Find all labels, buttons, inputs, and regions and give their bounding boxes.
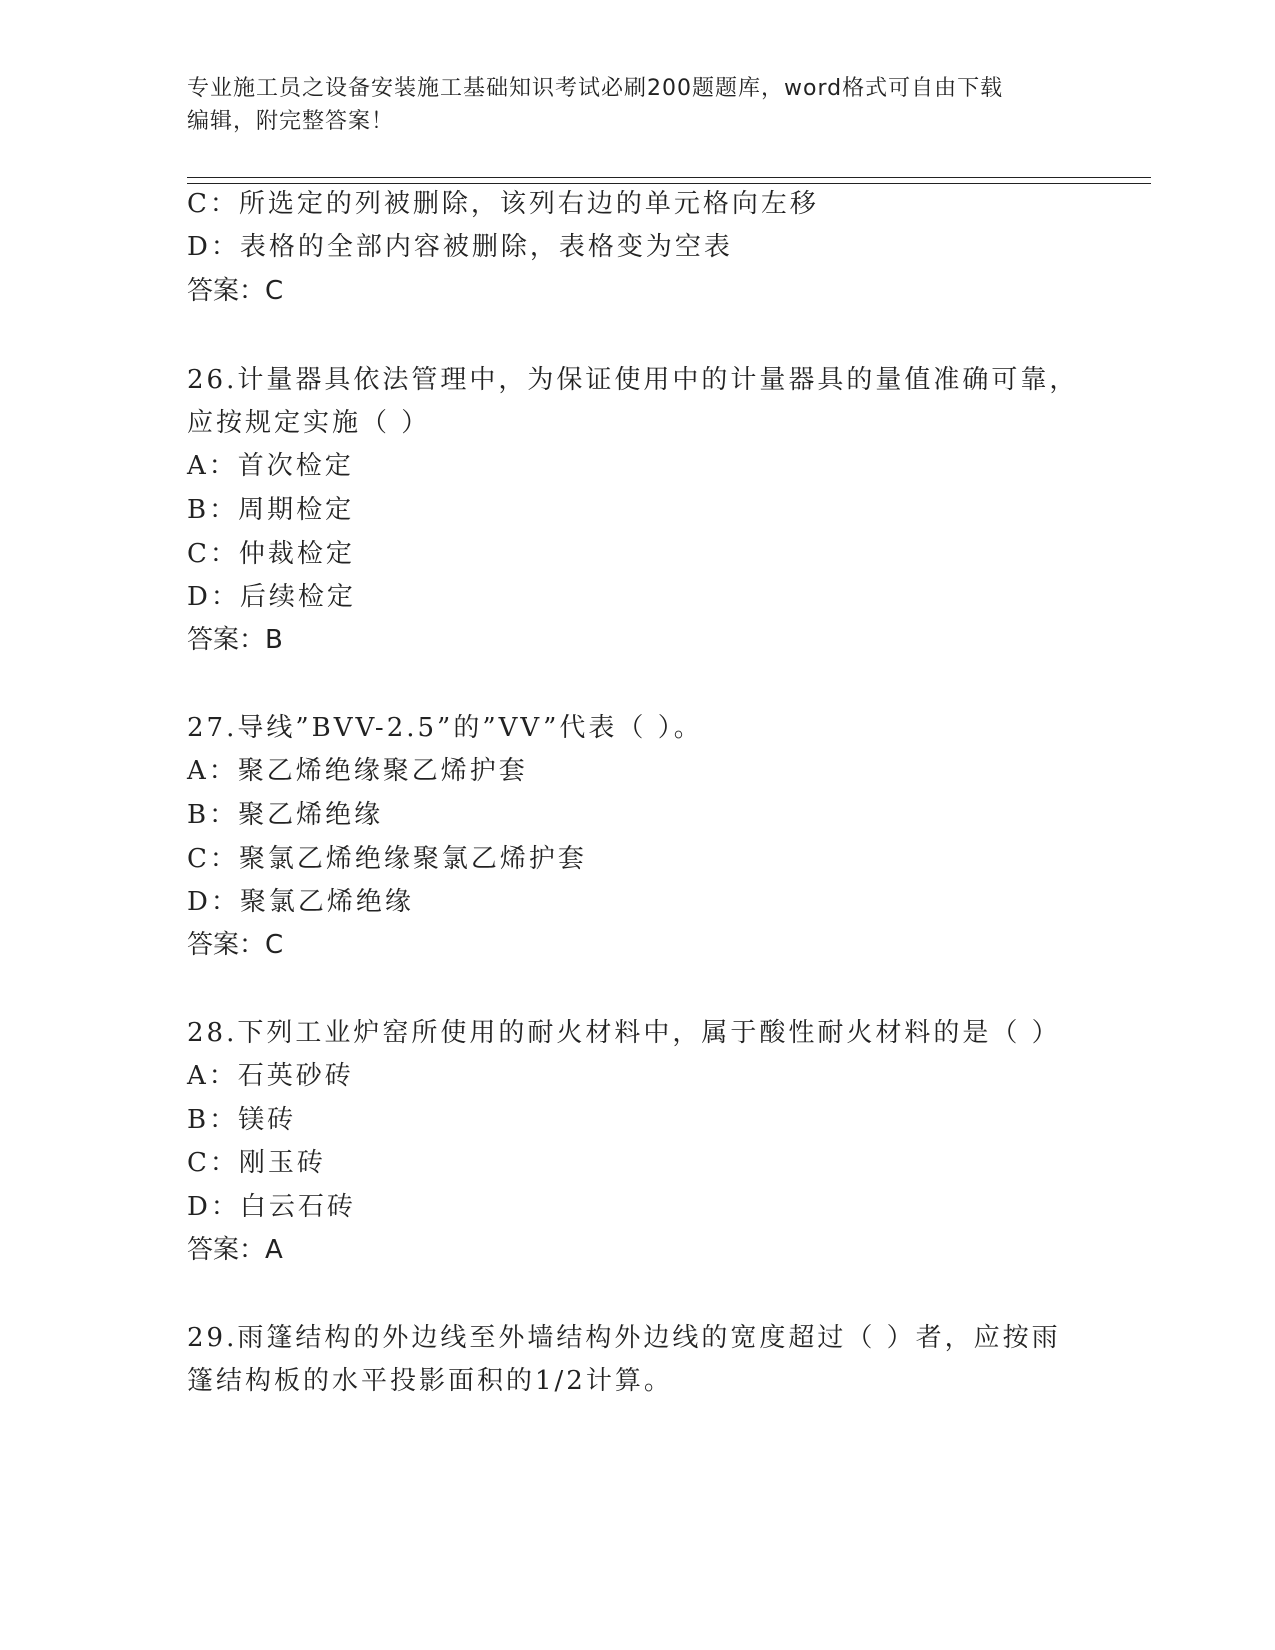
header-title-line-2: 编辑，附完整答案！	[187, 109, 395, 134]
q25-answer: 答案：C	[187, 276, 284, 306]
q27-option-b: B：聚乙烯绝缘	[187, 800, 384, 830]
q27-answer: 答案：C	[187, 930, 284, 960]
q26-option-a: A：首次检定	[187, 451, 354, 481]
q27-option-a: A：聚乙烯绝缘聚乙烯护套	[187, 756, 528, 786]
q27-option-d: D：聚氯乙烯绝缘	[187, 887, 414, 917]
header-title-line-1: 专业施工员之设备安装施工基础知识考试必刷200题题库，word格式可自由下载	[187, 76, 1004, 101]
q29-stem-line-2: 篷结构板的水平投影面积的1/2计算。	[187, 1366, 673, 1396]
q27-option-c: C：聚氯乙烯绝缘聚氯乙烯护套	[187, 844, 587, 874]
q25-option-d: D：表格的全部内容被删除，表格变为空表	[187, 232, 733, 262]
q26-option-c: C：仲裁检定	[187, 539, 355, 569]
q28-stem: 28.下列工业炉窑所使用的耐火材料中，属于酸性耐火材料的是（ ）	[187, 1018, 1061, 1048]
q26-option-d: D：后续检定	[187, 582, 356, 612]
q28-option-d: D：白云石砖	[187, 1192, 356, 1222]
q27-stem: 27.导线”BVV-2.5”的”VV”代表（ ）。	[187, 713, 703, 743]
document-header	[187, 72, 1087, 138]
q29-stem-line-1: 29.雨篷结构的外边线至外墙结构外边线的宽度超过（ ）者，应按雨	[187, 1323, 1061, 1353]
q28-option-b: B：镁砖	[187, 1105, 297, 1135]
q25-option-c: C：所选定的列被删除，该列右边的单元格向左移	[187, 189, 819, 219]
q26-option-b: B：周期检定	[187, 495, 355, 525]
q26-stem-line-1: 26.计量器具依法管理中，为保证使用中的计量器具的量值准确可靠，	[187, 365, 1079, 395]
q28-option-a: A：石英砂砖	[187, 1061, 354, 1091]
q28-answer: 答案：A	[187, 1235, 283, 1265]
q26-stem-line-2: 应按规定实施（ ）	[187, 408, 431, 438]
header-divider	[187, 177, 1151, 184]
q26-answer: 答案：B	[187, 625, 283, 655]
q28-option-c: C：刚玉砖	[187, 1148, 326, 1178]
